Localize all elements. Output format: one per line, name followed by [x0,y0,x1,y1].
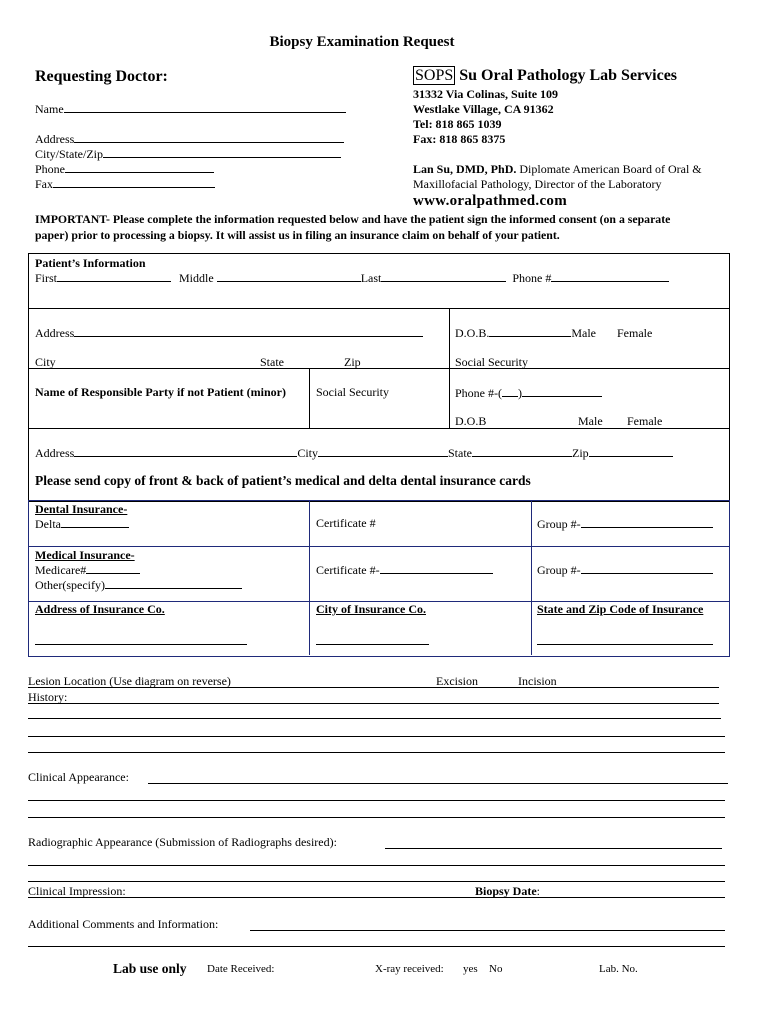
dental-group-label: Group #- [537,517,581,531]
lab-director-line1 [413,162,702,176]
biopsy-date-label: Biopsy Date [475,884,537,898]
patient-city-label: City [35,355,56,369]
medicare-label: Medicare# [35,563,87,577]
radiographic-appearance-label: Radiographic Appearance (Submission of Radiographs desired): [28,835,337,849]
responsible-male-option[interactable]: Male [578,414,603,428]
insurance-state-zip-blank[interactable] [537,644,713,645]
radiographic-line-3[interactable] [28,881,725,882]
incision-option[interactable]: Incision [518,674,557,688]
sops-logo: SOPS [415,67,454,84]
insurance-state-zip-heading: State and Zip Code of Insurance [537,602,704,616]
lab-number-label: Lab. No. [599,963,638,975]
lab-header [413,66,677,86]
medical-group-field[interactable] [537,562,713,577]
xray-received-label: X-ray received: [375,963,444,975]
responsible-zip-label: Zip [572,446,589,460]
patient-last-label: Last [360,271,382,285]
doctor-name-field[interactable] [35,101,346,116]
insurance-city-blank[interactable] [316,644,429,645]
patient-middle-label: Middle [179,271,214,285]
requesting-doctor-heading: Requesting Doctor: [35,68,168,85]
additional-comments-line-2[interactable] [28,946,725,947]
patient-address-field[interactable] [35,325,423,340]
form-title: Biopsy Examination Request [269,34,455,50]
medicare-field[interactable] [35,562,140,577]
lab-director-desc1: Diplomate American Board of Oral & [516,162,702,176]
patient-name-row[interactable] [35,270,669,285]
patient-male-option[interactable]: Male [571,326,596,340]
dental-insurance-heading: Dental Insurance- [35,502,128,516]
clinical-appearance-line-2[interactable] [28,800,725,801]
patient-info-table [28,253,730,502]
history-label: History: [28,690,68,704]
history-line-1[interactable] [28,703,719,704]
history-line-3[interactable] [28,736,725,737]
medical-certificate-field[interactable] [316,562,493,577]
excision-option[interactable]: Excision [436,674,478,688]
biopsy-date-colon: : [536,884,541,898]
responsible-phone-field[interactable] [455,385,602,400]
patient-address-label: Address [35,326,75,340]
other-insurance-field[interactable] [35,577,242,592]
lesion-location-label: Lesion Location (Use diagram on reverse) [28,674,231,688]
patient-info-heading: Patient’s Information [35,256,146,270]
important-note-line2: paper) prior to processing a biopsy. It will assist us in filing an insurance claim on behalf of your patient. [35,228,560,242]
responsible-phone-close: ) [518,386,522,400]
lab-address-line2: Westlake Village, CA 91362 [413,102,554,116]
doctor-fax-label: Fax [35,177,53,191]
lab-website[interactable]: www.oralpathmed.com [413,193,568,209]
patient-dob-field[interactable] [455,325,652,340]
insurance-address-blank[interactable] [35,644,247,645]
insurance-city-heading: City of Insurance Co. [316,602,426,616]
medical-group-label: Group #- [537,563,581,577]
history-line-4[interactable] [28,752,725,753]
medical-insurance-heading: Medical Insurance- [35,548,135,562]
responsible-phone-label: Phone #-( [455,386,502,400]
doctor-name-label: Name [35,102,64,116]
doctor-city-state-zip-label: City/State/Zip [35,147,103,161]
lab-name: Su Oral Pathology Lab Services [459,67,678,84]
responsible-city-label: City [297,446,318,460]
delta-label: Delta [35,517,61,531]
additional-comments-line-1[interactable] [250,930,725,931]
patient-first-label: First [35,271,58,285]
responsible-female-option[interactable]: Female [627,414,663,428]
lab-fax: Fax: 818 865 8375 [413,132,506,146]
responsible-address-label: Address [35,446,75,460]
lab-use-only-label: Lab use only [113,961,187,976]
clinical-appearance-line-3[interactable] [28,817,725,818]
doctor-phone-label: Phone [35,162,65,176]
radiographic-line-2[interactable] [28,865,725,866]
responsible-dob-label: D.O.B [455,414,487,428]
patient-state-label: State [260,355,284,369]
other-insurance-label: Other(specify) [35,578,105,592]
radiographic-line-1[interactable] [385,848,722,849]
date-received-label: Date Received: [207,963,275,975]
responsible-party-label: Name of Responsible Party if not Patient (minor) [35,385,286,399]
xray-yes-option[interactable]: yes [463,963,478,975]
insurance-cards-note: Please send copy of front & back of patient’s medical and delta dental insurance cards [35,473,531,488]
patient-zip-label: Zip [344,355,361,369]
doctor-city-state-zip-field[interactable] [35,146,341,161]
doctor-fax-field[interactable] [35,176,215,191]
responsible-address-row[interactable] [35,445,673,460]
additional-comments-label: Additional Comments and Information: [28,917,219,931]
clinical-impression-label: Clinical Impression: [28,884,126,898]
patient-female-option[interactable]: Female [617,326,653,340]
responsible-social-security-label: Social Security [316,385,389,399]
clinical-impression-line[interactable] [28,897,725,898]
doctor-address-label: Address [35,132,75,146]
delta-field[interactable] [35,516,129,531]
important-note-line1: IMPORTANT- Please complete the information requested below and have the patient sign the informed consent (on a separate [35,212,671,226]
lab-director-name: Lan Su, DMD, PhD. [413,162,517,176]
lesion-location-line[interactable] [28,687,719,688]
biopsy-date-label-wrap [475,884,540,898]
dental-certificate-label: Certificate # [316,516,376,530]
doctor-phone-field[interactable] [35,161,214,176]
history-line-2[interactable] [28,718,721,719]
lab-tel: Tel: 818 865 1039 [413,117,502,131]
doctor-address-field[interactable] [35,131,344,146]
medical-certificate-label: Certificate #- [316,563,380,577]
dental-group-field[interactable] [537,516,713,531]
lab-director-desc2: Maxillofacial Pathology, Director of the Laboratory [413,177,662,191]
patient-social-security-label: Social Security [455,355,528,369]
insurance-address-heading: Address of Insurance Co. [35,602,165,616]
responsible-state-label: State [448,446,472,460]
clinical-appearance-line-1[interactable] [148,783,728,784]
clinical-appearance-label: Clinical Appearance: [28,770,129,784]
xray-no-option[interactable]: No [489,963,503,975]
patient-dob-label: D.O.B. [455,326,490,340]
lab-address-line1: 31332 Via Colinas, Suite 109 [413,87,559,101]
patient-phone-label: Phone # [512,271,552,285]
